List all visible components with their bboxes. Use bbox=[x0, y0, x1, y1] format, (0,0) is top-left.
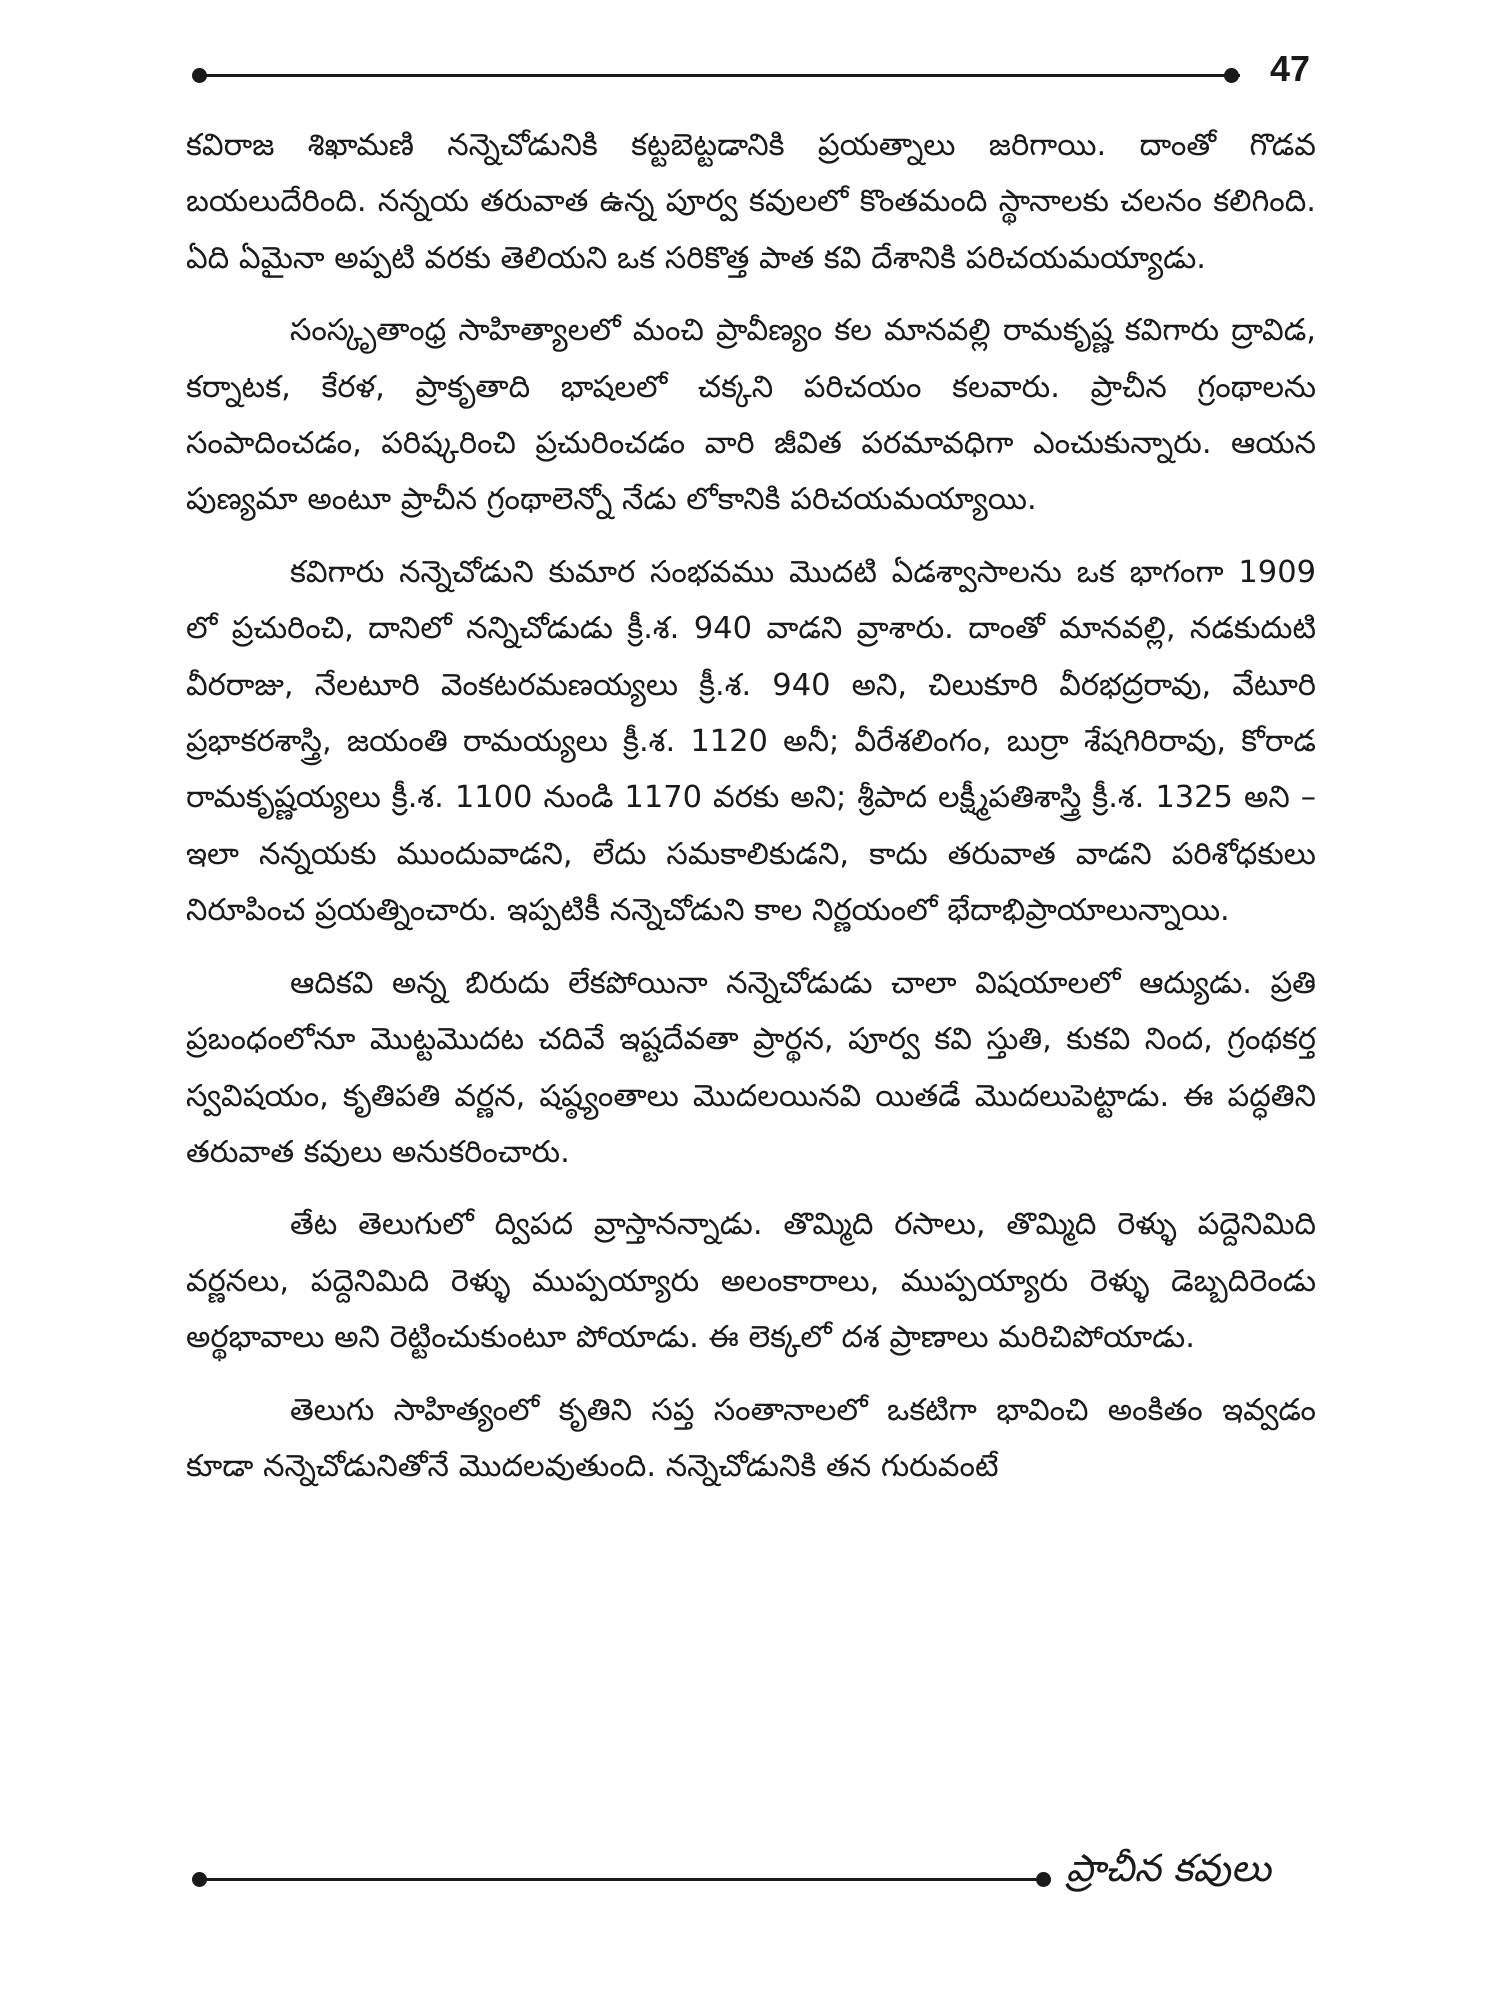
header-rule bbox=[200, 74, 1240, 77]
paragraph-5: తేట తెలుగులో ద్విపద వ్రాస్తానన్నాడు. తొమ్మిది రసాలు, తొమ్మిది రెళ్ళు పద్దెనిమిది వర్ణనలు, పద్దెనిమిది రెళ్ళు ముప్పయ్యారు అలంకారాలు, ముప్పయ్యారు రెళ్ళు డెబ్బదిరెండు అర్థభావాలు అని రెట్టించుకుంటూ పోయాడు. ఈ లెక్కలో దశ ప్రాణాలు మరిచిపోయాడు. bbox=[186, 1207, 1316, 1356]
footer-rule bbox=[200, 1878, 1050, 1881]
header-rule-dot-right bbox=[1224, 68, 1239, 83]
footer-rule-dot-right bbox=[1036, 1872, 1051, 1887]
paragraph-1: కవిరాజ శిఖామణి నన్నెచోడునికి కట్టబెట్టడానికి ప్రయత్నాలు జరిగాయి. దాంతో గొడవ బయలుదేరింది. నన్నయ తరువాత ఉన్న పూర్వ కవులలో కొంతమంది స్థానాలకు చలనం కలిగింది. ఏది ఏమైనా అప్పటి వరకు తెలియని ఒక సరికొత్త పాత కవి దేశానికి పరిచయమయ్యాడు. bbox=[186, 128, 1316, 276]
page-header bbox=[0, 0, 1500, 120]
paragraph-4: ఆదికవి అన్న బిరుదు లేకపోయినా నన్నెచోడుడు చాలా విషయాలలో ఆద్యుడు. ప్రతి ప్రబంధంలోనూ మొట్టమొదట చదివే ఇష్టదేవతా ప్రార్థన, పూర్వ కవి స్తుతి, కుకవి నింద, గ్రంథకర్త స్వవిషయం, కృతిపతి వర్ణన, షష్ఠ్యంతాలు మొదలయినవి యితడే మొదలుపెట్టాడు. ఈ పద్ధతిని తరువాత కవులు అనుకరించారు. bbox=[186, 965, 1316, 1170]
page-footer bbox=[0, 1820, 1500, 1940]
body-text bbox=[186, 118, 1316, 1808]
book-title: ప్రాచీన కవులు bbox=[1066, 1846, 1271, 1890]
paragraph-6: తెలుగు సాహిత్యంలో కృతిని సప్త సంతానాలలో ఒకటిగా భావించి అంకితం ఇవ్వడం కూడా నన్నెచోడునితోనే మొదలవుతుంది. నన్నెచోడునికి తన గురువంటే bbox=[186, 1392, 1316, 1484]
paragraph-2: సంస్కృతాంధ్ర సాహిత్యాలలో మంచి ప్రావీణ్యం కల మానవల్లి రామకృష్ణ కవిగారు ద్రావిడ, కర్నాటక, కేరళ, ప్రాకృతాది భాషలలో చక్కని పరిచయం కలవారు. ప్రాచీన గ్రంథాలను సంపాదించడం, పరిష్కరించి ప్రచురించడం వారి జీవిత పరమావధిగా ఎంచుకున్నారు. ఆయన పుణ్యమా అంటూ ప్రాచీన గ్రంథాలెన్నో నేడు లోకానికి పరిచయమయ్యాయి. bbox=[186, 313, 1316, 518]
page-number: 47 bbox=[1270, 48, 1311, 89]
paragraph-3: కవిగారు నన్నెచోడుని కుమార సంభవము మొదటి ఏడశ్వాసాలను ఒక భాగంగా 1909 లో ప్రచురించి, దానిలో నన్నిచోడుడు క్రీ.శ. 940 వాడని వ్రాశారు. దాంతో మానవల్లి, నడకుదుటి వీరరాజు, నేలటూరి వెంకటరమణయ్యలు క్రీ.శ. 940 అని, చిలుకూరి వీరభద్రరావు, వేటూరి ప్రభాకరశాస్త్రి, జయంతి రామయ్యలు క్రీ.శ. 1120 అనీ; వీరేశలింగం, బుర్రా శేషగిరిరావు, కోరాడ రామకృష్ణయ్యలు క్రీ.శ. 1100 నుండి 1170 వరకు అని; శ్రీపాద లక్ష్మీపతిశాస్త్రి క్రీ.శ. 1325 అని – ఇలా నన్నయకు ముందువాడని, లేదు సమకాలికుడని, కాదు తరువాత వాడని పరిశోధకులు నిరూపించ ప్రయత్నించారు. ఇప్పటికీ నన్నెచోడుని కాల నిర్ణయంలో భేదాభిప్రాయాలున్నాయి. bbox=[186, 554, 1316, 929]
